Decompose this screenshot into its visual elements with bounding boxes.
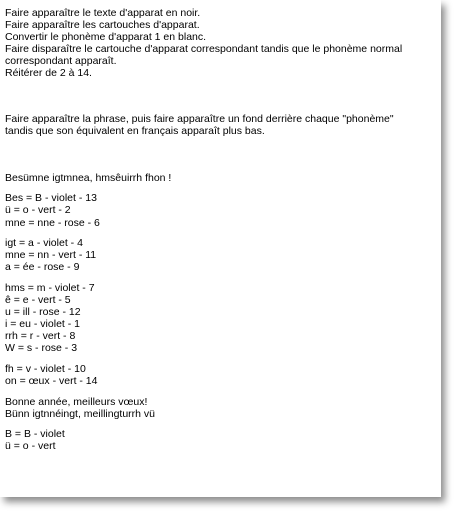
instruction-line: correspondant apparaît. xyxy=(5,55,117,68)
phrase-instruction-line: tandis que son équivalent en français apparaît plus bas. xyxy=(5,124,265,137)
mapping-group-3 xyxy=(5,282,441,355)
mapping-line: ü = o - vert - 2 xyxy=(5,204,71,217)
mapping-line: u = ill - rose - 12 xyxy=(5,306,81,319)
spacer xyxy=(5,184,441,193)
mapping-line: on = œux - vert - 14 xyxy=(5,375,98,388)
mapping-line: ê = e - vert - 5 xyxy=(5,294,71,306)
mapping-line: rrh = r - vert - 8 xyxy=(5,330,76,343)
spacer xyxy=(5,354,441,363)
instructions-block xyxy=(5,7,441,80)
mapping-line: igt = a - violet - 4 xyxy=(5,237,83,250)
spacer xyxy=(5,387,441,396)
mapping-group-1 xyxy=(5,192,441,228)
legend-line: ü = o - vert xyxy=(5,440,56,453)
mapping-line: mne = nn - vert - 11 xyxy=(5,249,97,262)
mapping-line: W = s - rose - 3 xyxy=(5,342,78,355)
mapping-group-2 xyxy=(5,237,441,273)
spacer xyxy=(5,137,441,172)
spacer xyxy=(5,273,441,282)
spacer xyxy=(5,420,441,429)
instruction-line: Convertir le phonème d'apparat 1 en blanc. xyxy=(5,31,207,44)
instruction-line: Faire apparaître les cartouches d'apparat. xyxy=(5,19,200,32)
instruction-line: Faire disparaître le cartouche d'apparat correspondant tandis que le phonème normal xyxy=(5,43,403,56)
mapping-line: mne = nne - rose - 6 xyxy=(5,216,100,229)
result-block xyxy=(5,396,441,420)
legend-line: B = B - violet xyxy=(5,428,65,441)
mapping-line: Bes = B - violet - 13 xyxy=(5,192,97,205)
mapping-line: i = eu - violet - 1 xyxy=(5,318,80,331)
mapping-line: fh = v - violet - 10 xyxy=(5,362,86,375)
mapping-group-4 xyxy=(5,363,441,387)
spacer xyxy=(5,80,441,113)
encoded-phrase: Besümne igtmnea, hmsêuirrh fhon ! xyxy=(5,171,172,184)
mapping-line: a = ée - rose - 9 xyxy=(5,261,80,274)
document-text xyxy=(5,7,441,453)
phrase-instruction-line: Faire apparaître la phrase, puis faire apparaître un fond derrière chaque "phonème" xyxy=(5,112,394,125)
instruction-line: Faire apparaître le texte d'apparat en noir. xyxy=(5,7,201,19)
result-line: Bünn igtnnéingt, meillingturrh vü xyxy=(5,407,156,420)
spacer xyxy=(5,229,441,238)
phrase-instructions-block xyxy=(5,113,441,137)
instruction-line: Réitérer de 2 à 14. xyxy=(5,67,92,80)
mapping-line: hms = m - violet - 7 xyxy=(5,281,95,294)
result-line: Bonne année, meilleurs vœux! xyxy=(5,395,148,408)
legend-block xyxy=(5,428,441,452)
